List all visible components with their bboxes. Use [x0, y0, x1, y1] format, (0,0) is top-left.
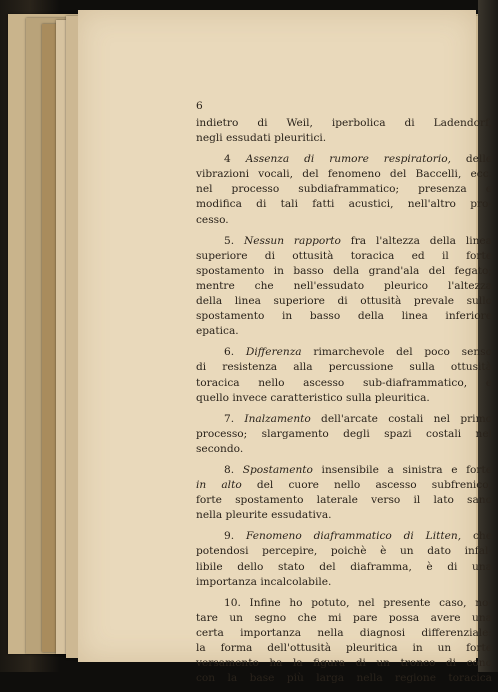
paragraph-6	[196, 345, 492, 405]
item-number: 6.	[224, 346, 235, 359]
text-line: superiore di ottusità toracica ed il forte	[196, 249, 492, 262]
text-line: nel processo subdiaframmatico; presenza e	[196, 183, 492, 196]
text-line	[196, 596, 492, 611]
italic-lead: Nessun rapporto	[243, 234, 341, 247]
text-line: toracica nello ascesso sub-diaframmatico, e	[196, 376, 492, 389]
paragraph-5	[196, 234, 492, 340]
text-span: Infine ho potuto, nel presente caso, no-	[240, 596, 492, 609]
text-line: cesso.	[196, 213, 229, 226]
text-line: processo; slargamento degli spazi costali nel	[196, 427, 492, 440]
text-line: mentre che nell'essudato pleurico l'altezza	[196, 279, 492, 292]
text-span: insensibile a sinistra e forte	[312, 463, 492, 476]
text-line	[196, 152, 492, 167]
text-line	[196, 412, 492, 427]
italic-lead: Assenza di rumore respiratorio,	[245, 153, 451, 166]
text-line	[196, 463, 492, 478]
text-line	[196, 345, 492, 360]
text-line: epatica.	[196, 325, 239, 338]
text-line: versamento ha la figura di un tronco di cono	[196, 657, 492, 670]
text-line: nella pleurite essudativa.	[196, 509, 332, 522]
item-number: 10.	[224, 596, 241, 609]
paragraph-8	[196, 463, 492, 523]
text-line: forte spostamento laterale verso il lato sano	[196, 494, 492, 507]
text-line: importanza incalcolabile.	[196, 575, 332, 588]
text-line: negli essudati pleuritici.	[196, 132, 327, 145]
text-line: quello invece caratteristico sulla pleuritica.	[196, 391, 430, 404]
text-line: indietro di Weil, iperbolica di Ladendorf,	[196, 117, 492, 129]
text-line	[196, 529, 492, 544]
paragraph-4	[196, 152, 492, 227]
text-span: dell'arcate costali nel primo	[310, 412, 492, 425]
text-line: la forma dell'ottusità pleuritica in un forte	[196, 642, 492, 654]
item-number: 8.	[224, 463, 235, 476]
text-line: potendosi percepire, poichè è un dato infal-	[196, 545, 492, 558]
page-text	[196, 116, 492, 692]
italic-lead: Inalzamento	[244, 412, 311, 425]
italic-lead: Spostamento	[242, 463, 313, 476]
paragraph-9	[196, 529, 492, 589]
text-line: spostamento in basso della linea inferiore	[196, 310, 492, 323]
italic-lead: Differenza	[245, 346, 302, 359]
text-line: libile dello stato del diaframma, è di una	[196, 560, 492, 573]
text-span: che	[461, 530, 492, 543]
item-number: 7.	[224, 412, 235, 425]
text-line: con la base più larga nella regione toracica	[196, 672, 492, 685]
page-number: 6	[196, 100, 203, 112]
item-number: 4	[224, 153, 231, 166]
text-line: secondo.	[196, 442, 244, 455]
text-line: della linea superiore di ottusità prevale sullo	[196, 295, 492, 308]
text-span: rimarchevole del poco senso	[301, 346, 492, 359]
text-line: modifica di tali fatti acustici, nell'altro pro-	[196, 198, 492, 211]
text-line: certa importanza nella diagnosi differenziale:	[196, 626, 492, 639]
paragraph-10	[196, 596, 492, 687]
italic-lead: Fenomeno diaframmatico di Litten,	[245, 530, 462, 543]
text-line: di resistenza alla percussione sulla ottusità	[196, 361, 492, 374]
text-line	[196, 478, 492, 493]
text-line: spostamento in basso della grand'ala del fegato;	[196, 264, 492, 277]
text-span: del cuore nello ascesso subfrenico,	[241, 479, 492, 492]
item-number: 5.	[224, 234, 235, 247]
paragraph	[196, 116, 492, 146]
text-line: vibrazioni vocali, del fenomeno del Baccelli, ecc.	[196, 168, 492, 181]
text-span: fra l'altezza della linea	[340, 234, 492, 247]
text-span: delle	[450, 153, 492, 166]
item-number: 9.	[224, 530, 235, 543]
text-line	[196, 234, 492, 249]
italic-span: in alto	[196, 479, 242, 492]
paragraph-7	[196, 412, 492, 457]
text-line: tare un segno che mi pare possa avere una	[196, 611, 492, 624]
